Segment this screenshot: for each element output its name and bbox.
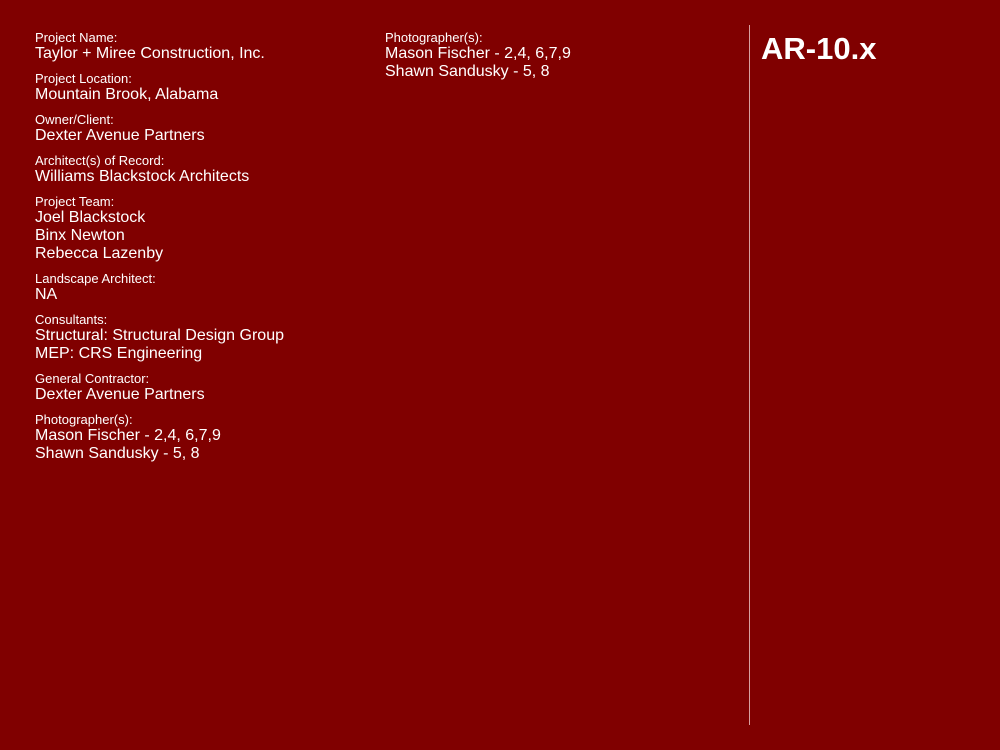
field-label: Photographer(s): [35,412,133,427]
field-value: Taylor + Miree Construction, Inc. [35,45,265,62]
field-label: Consultants: [35,312,108,327]
field-label: Owner/Client: [35,112,114,127]
info-block-project-location [35,71,365,104]
field-value: Structural: Structural Design Group [35,327,284,344]
project-code: AR-10.x [761,31,877,66]
info-block-architect-s-of-record [35,153,365,186]
info-block-landscape-architect [35,271,365,304]
field-label: General Contractor: [35,371,150,386]
field-value: Mason Fischer - 2,4, 6,7,9 [385,45,571,62]
field-value: NA [35,286,58,303]
field-value: Shawn Sandusky - 5, 8 [385,63,550,80]
field-value: Joel Blackstock [35,209,146,226]
field-value: MEP: CRS Engineering [35,345,203,362]
field-value: Rebecca Lazenby [35,245,164,262]
field-value: Dexter Avenue Partners [35,127,205,144]
field-value: Williams Blackstock Architects [35,168,250,185]
info-block-consultants [35,312,365,363]
field-label: Project Team: [35,194,115,209]
field-value: Shawn Sandusky - 5, 8 [35,445,200,462]
field-value: Mountain Brook, Alabama [35,86,219,103]
field-label: Photographer(s): [385,30,483,45]
field-value: Mason Fischer - 2,4, 6,7,9 [35,427,221,444]
info-block-project-team [35,194,365,263]
info-block-project-name [35,30,365,63]
project-info-column [35,30,365,471]
info-block-photographer-s [385,30,715,81]
field-label: Project Name: [35,30,118,45]
field-value: Binx Newton [35,227,125,244]
field-label: Landscape Architect: [35,271,156,286]
field-value: Dexter Avenue Partners [35,386,205,403]
field-label: Architect(s) of Record: [35,153,165,168]
info-block-photographer-s [35,412,365,463]
info-block-general-contractor [35,371,365,404]
info-block-owner-client [35,112,365,145]
vertical-divider [749,25,750,725]
photographer-column [385,30,715,89]
field-label: Project Location: [35,71,132,86]
